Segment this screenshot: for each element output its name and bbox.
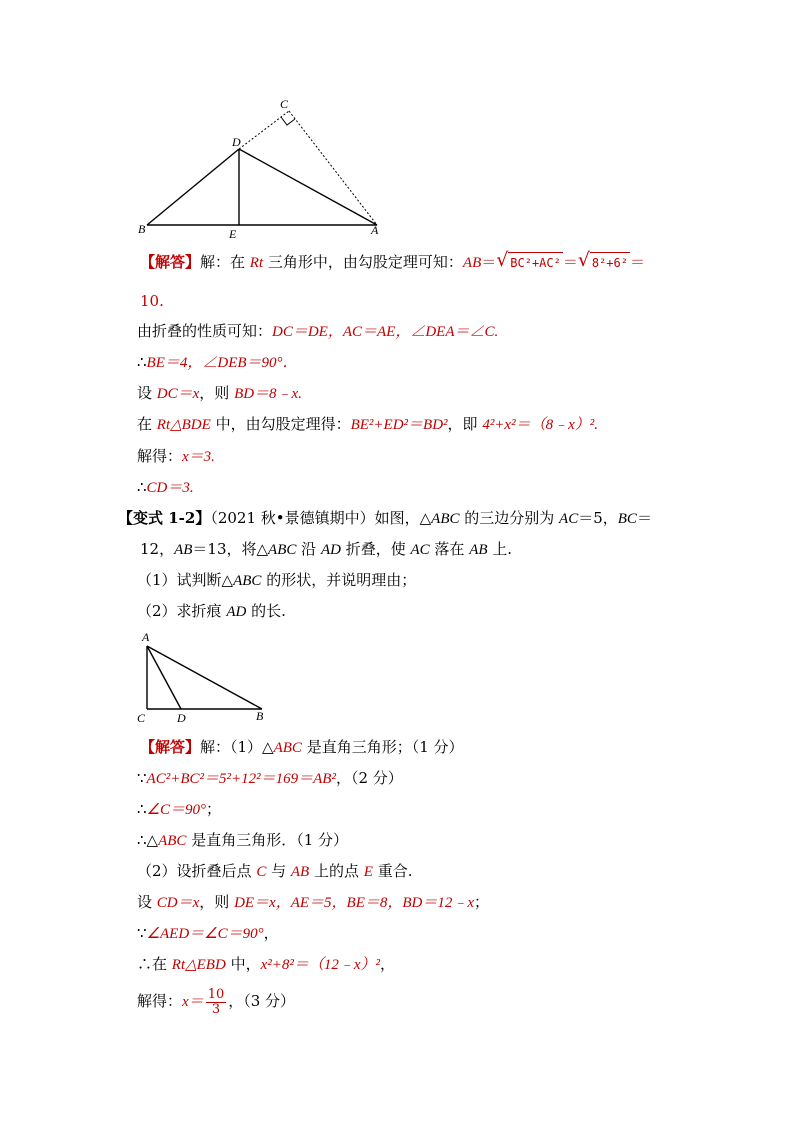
fraction-10-3: $\frac{10}{3}$ [207,986,225,1017]
segment-BD [147,149,239,225]
segment-DC-dashed [239,111,289,149]
sol2-line-8: ∴在 Rt△EBD 中，x²+8²＝（12﹣x）²， [137,955,396,973]
sol2-line-5: （2）设折叠后点 C 与 AB 上的点 E 重合. [137,862,413,880]
figure-1-folded-triangle [130,92,390,242]
question-2: （2）求折痕 AD 的长. [137,602,286,620]
answer-tag: 【解答】 [140,253,201,271]
label-C: C [280,97,289,111]
question-1: （1）试判断△ABC 的形状，并说明理由； [137,571,417,589]
segment-CA-dashed [289,111,377,225]
sol1-line-7: 解得：x＝3. [137,447,215,465]
label-A: A [142,630,150,644]
sol1-line-4: ∴BE＝4，∠DEB＝90°． [137,353,298,371]
sol2-line-7: ∵∠AED＝∠C＝90°， [137,924,279,942]
sol1-line-5: 设 DC＝x，则 BD＝8﹣x. [137,384,302,402]
sol2-line-3: ∴∠C＝90°； [137,800,222,818]
segment-DA [239,149,377,225]
label-E: E [229,227,237,241]
sol1-line-1: 【解答】解：在 Rt 三角形中，由勾股定理可知：AB＝ √ BC²+AC² ＝ √ 8²+6² ＝ [140,249,645,271]
right-angle-mark-C [281,117,295,125]
label-B: B [138,222,146,236]
label-A: A [371,223,379,237]
problem-tag: 【变式 1-2】 [118,509,211,527]
sol1-line-3: 由折叠的性质可知：DC＝DE，AC＝AE，∠DEA＝∠C. [137,322,499,340]
answer-tag-2: 【解答】 [140,738,201,756]
label-D: D [177,711,186,725]
sqrt-bc-ac: √ BC²+AC² [496,249,561,271]
sol2-line-9: 解得：x＝ $\frac{10}{3}$ ，（3 分） [137,986,296,1017]
sol2-line-6: 设 CD＝x，则 DE＝x，AE＝5，BE＝8，BD＝12﹣x； [137,893,490,911]
sol1-line-2: 10. [140,292,164,310]
sol2-line-2: ∵AC²+BC²＝5²+12²＝169＝AB²，（2 分） [137,769,403,787]
label-D: D [232,135,241,149]
sol2-line-4: ∴△ABC 是直角三角形．（1 分） [137,831,349,849]
sol1-line-8: ∴CD＝3. [137,478,194,496]
figure-2-right-triangle [130,628,280,728]
sqrt-8-6: √ 8²+6² [577,249,628,271]
sol2-line-1: 【解答】解：（1）△ABC 是直角三角形；（1 分） [140,738,464,756]
label-B: B [256,709,264,723]
problem-line-1: 【变式 1-2】（2021 秋•景德镇期中）如图，△ABC 的三边分别为 AC＝5，BC＝ [118,509,652,527]
problem-line-2: 12，AB＝13，将△ABC 沿 AD 折叠，使 AC 落在 AB 上. [140,540,513,558]
sol1-line-6: 在 Rt△BDE 中，由勾股定理得：BE²+ED²＝BD²，即 4²+x²＝（8﹣x）². [137,415,598,433]
label-C: C [137,711,146,725]
